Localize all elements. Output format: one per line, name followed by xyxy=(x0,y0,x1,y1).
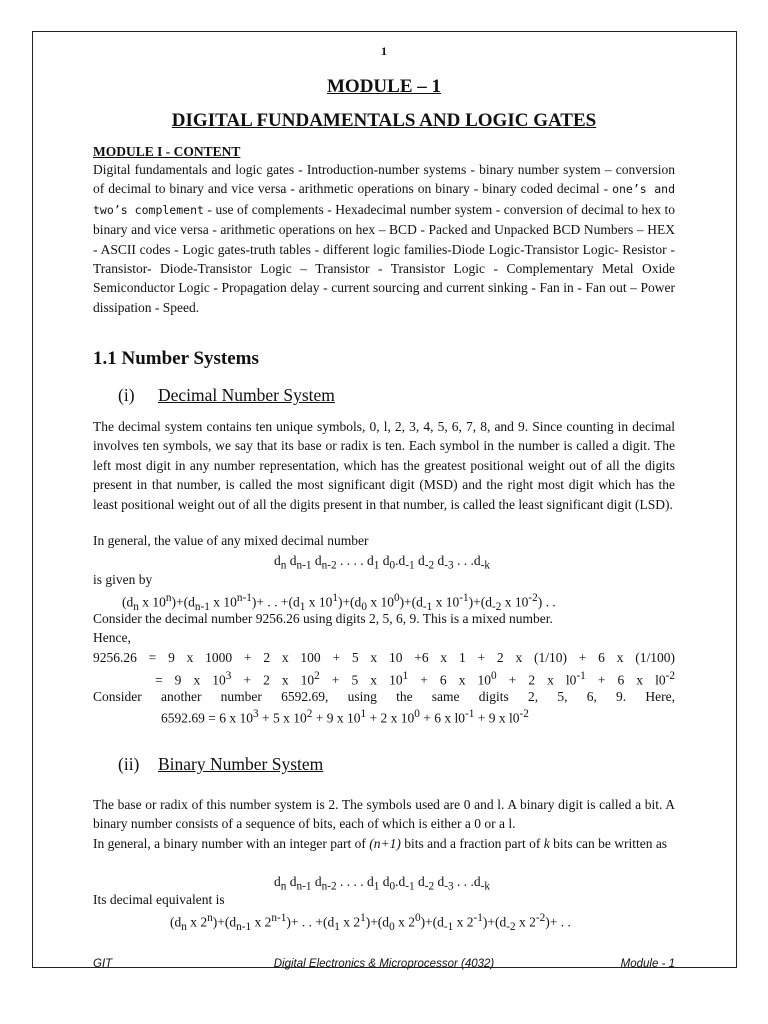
content-heading: MODULE I - CONTENT xyxy=(93,144,241,159)
equation-6592: 6592.69 = 6 x $10^3 + 5$ x $10^2 + 9$ x $10^1 + 2$ x $10^0 + 6$ x $l0^{-1} + 9$ x $l0^{-2}$ xyxy=(161,708,529,726)
footer-center: Digital Electronics & Microprocessor (4032) xyxy=(273,958,495,970)
decimal-given-by: is given by xyxy=(93,572,153,587)
binary-paragraph-2: In general, a binary number with an integer part of (n+1) bits and a fraction part of k bits can be written as xyxy=(93,836,668,851)
subsection-heading-decimal: (i) Decimal Number System xyxy=(118,385,335,405)
decimal-consider-2: Consider another number 6592.69, using the same digits 2, 5, 6, 9. Here, xyxy=(93,689,675,704)
decimal-value-formula: ($d_n$ x $10^n)+(d_{n-1}$ x $10^{n-1})+$ . . $+(d_1$ x $10^1)+(d_0$ x $10^0)+(d_{-1}$ x $10^{-1})+(d_{-2}$ x $10^{-2}$) . . xyxy=(122,592,556,614)
footer-left: GIT xyxy=(93,958,113,970)
binary-equivalent-label: Its decimal equivalent is xyxy=(93,892,225,907)
decimal-consider-1: Consider the decimal number 9256.26 using digits 2, 5, 6, 9. This is a mixed number. xyxy=(93,611,553,626)
decimal-hence: Hence, xyxy=(93,630,131,645)
footer-right: Module - 1 xyxy=(620,958,675,970)
binary-paragraph: The base or radix of this number system is 2. The symbols used are 0 and l. A binary digit is called a bit. A binary number consists of a sequence of bits, each of which is either a 0 or a l. xyxy=(93,797,675,832)
decimal-mixed-number-expression: $d_n$ $d_{n-1}$ $d_{n-2}$ . . . . $d_1$ $d_0.d_{-1}$ $d_{-2}$ $d_{-3}$ . . $.d_{-k}$ xyxy=(274,553,490,572)
page-number: 1 xyxy=(381,44,387,58)
decimal-general-text: In general, the value of any mixed decimal number xyxy=(93,533,369,548)
module-subtitle: DIGITAL FUNDAMENTALS AND LOGIC GATES xyxy=(171,110,597,131)
decimal-paragraph: The decimal system contains ten unique symbols, 0, l, 2, 3, 4, 5, 6, 7, 8, and 9. Since counting in decimal involves ten symbols, we say that its base or radix is ten. Each symbol in the number is called a digit. The left most digit in any number representation, which has the greatest positional weight out of all the digits present in that number, is called the most significant digit (MSD) and the right most digit which has the least positional weight out of all the digits present in that number, is called the least significant digit (LSD). xyxy=(93,419,675,512)
binary-value-formula: ($d_n$ x $2^n)+(d_{n-1}$ x $2^{n-1})+$ . . $+(d_1$ x $2^1)+(d_0$ x $2^0)+(d_{-1}$ x $2^{-1})+(d_{-2}$ x $2^{-2})+$ . . xyxy=(170,912,571,934)
subsection-heading-binary: (ii) Binary Number System xyxy=(118,754,324,774)
binary-number-expression: $d_n$ $d_{n-1}$ $d_{n-2}$ . . . . $d_1$ $d_0.d_{-1}$ $d_{-2}$ $d_{-3}$ . . $.d_{-k}$ xyxy=(274,874,490,893)
equation-9256-expanded: 9256.26 = 9 x 1000 + 2 x 100 + 5 x 10 +6 x 1 + 2 x (1/10) + 6 x (1/100) xyxy=(93,650,675,665)
section-heading-number-systems: 1.1 Number Systems xyxy=(93,348,259,369)
equation-9256-powers: = 9 x $10^3 + 2$ x $10^2 + 5$ x $10^1 + 6$ x $10^0 + 2$ x $l0^{-1} + 6$ x $l0^{-2}$ xyxy=(155,670,675,688)
content-paragraph: Digital fundamentals and logic gates - Introduction-number systems - binary number system – conversion of decimal to binary and vice versa - arithmetic operations on binary - binary coded decimal - one’s and two’s complement - use of complements - Hexadecimal number system - conversion of decimal to hex to binary and vice versa - arithmetic operations on hex – BCD - Packed and Unpacked BCD Numbers – HEX - ASCII codes - Logic gates-truth tables - different logic families-Diode Logic-Transistor Logic- Resistor -Transistor- Diode-Transistor Logic – Transistor - Transistor Logic - Complementary Metal Oxide Semiconductor Logic - Propagation delay - current sourcing and current sinking - Fan in - Fan out – Power dissipation - Speed. xyxy=(93,162,676,315)
module-title: MODULE – 1 xyxy=(327,76,441,97)
